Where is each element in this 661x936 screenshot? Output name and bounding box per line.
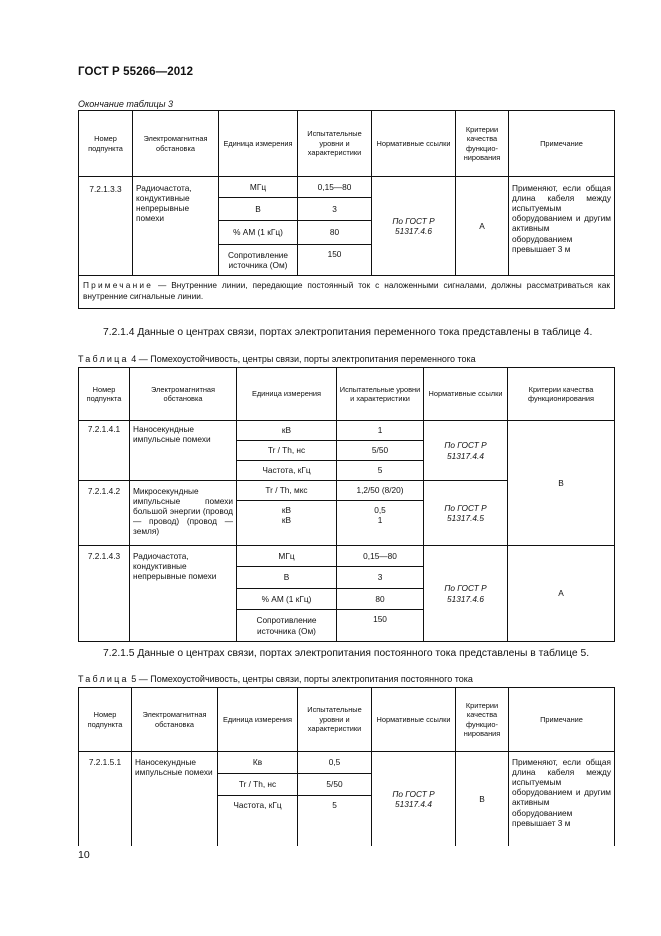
paragraph-7-2-1-5: 7.2.1.5 Данные о центрах связи, портах электропитания постоянного тока представлены в таблице 5.: [103, 648, 590, 659]
table5-value-cell: 5: [298, 796, 372, 846]
table3-header-environment: Электромагнитная обстановка: [133, 111, 219, 177]
table3-header-references: Нормативные ссылки: [372, 111, 456, 177]
page-number: 10: [78, 849, 90, 861]
table4: [78, 367, 615, 642]
table4-number-cell: 7.2.1.4.2: [79, 481, 130, 546]
table5-value-cell: 0,5: [298, 752, 372, 774]
table4-caption-text: 4 — Помехоустойчивость, центры связи, порты электропитания переменного тока: [131, 354, 476, 364]
table4-criterion-cell-b: В: [508, 421, 615, 546]
table4-header-unit: Единица измерения: [237, 368, 337, 421]
table4-unit-cell: Tr / Th, нс: [237, 441, 337, 461]
table4-number-cell: 7.2.1.4.1: [79, 421, 130, 481]
table4-value-cell: 150: [337, 610, 424, 642]
table4-value-cell: 0,5 1: [337, 501, 424, 546]
table3-note-row: [79, 276, 615, 309]
table3-caption: Окончание таблицы 3: [78, 99, 173, 109]
table4-value-cell: 1,2/50 (8/20): [337, 481, 424, 501]
table4-reference-cell: По ГОСТ Р 51317.4.4: [424, 421, 508, 481]
table5-header-environment: Электромагнитная обстановка: [132, 688, 218, 752]
table4-unit-cell: % АМ (1 кГц): [237, 589, 337, 610]
table4-value-cell: 5/50: [337, 441, 424, 461]
table4-value-cell: 5: [337, 461, 424, 481]
table4-unit-cell: В: [237, 567, 337, 589]
table5-value-cell: 5/50: [298, 774, 372, 796]
table4-header-references: Нормативные ссылки: [424, 368, 508, 421]
table4-header-criteria: Критерии качества функционирования: [508, 368, 615, 421]
table3-value-cell: 3: [298, 198, 372, 221]
table3-header-number: Номер подпункта: [79, 111, 133, 177]
table3-note: [79, 276, 615, 309]
table5-header-number: Номер подпункта: [79, 688, 132, 752]
table5-header-remark: Примечание: [509, 688, 615, 752]
table3-unit-cell: В: [219, 198, 298, 221]
table4-environment-cell: Микросекундные импульсные помехи большой энергии (провод — провод) (провод — земля): [130, 481, 237, 546]
table5-header-references: Нормативные ссылки: [372, 688, 456, 752]
table4-criterion-cell-a: А: [508, 546, 615, 642]
table4-unit-cell: Tr / Th, мкс: [237, 481, 337, 501]
table3-note-label: Примечание: [83, 280, 154, 290]
table-row: [79, 177, 615, 198]
table4-header-row: [79, 368, 615, 421]
table5-unit-cell: Кв: [218, 752, 298, 774]
table4-value-cell: 80: [337, 589, 424, 610]
table5-criterion-cell: В: [456, 752, 509, 846]
table3-remark-cell: Применяют, если общая длина кабеля между испытуемым оборудованием и другим активным оборудованием превышает 3 м: [509, 177, 615, 276]
table3-environment-cell: Радиочастота, кондуктивные непрерывные помехи: [133, 177, 219, 276]
table5-header-row: [79, 688, 615, 752]
table4-environment-cell: Наносекундные импульсные помехи: [130, 421, 237, 481]
table-row: [79, 546, 615, 567]
table3-criterion-cell: А: [456, 177, 509, 276]
table3-reference-cell: По ГОСТ Р 51317.4.6: [372, 177, 456, 276]
table5-unit-cell: Частота, кГц: [218, 796, 298, 846]
table4-reference-cell: По ГОСТ Р 51317.4.5: [424, 481, 508, 546]
table4-value-cell: 0,15—80: [337, 546, 424, 567]
table4-reference-cell: По ГОСТ Р 51317.4.6: [424, 546, 508, 642]
table4-unit-cell: кВ: [237, 421, 337, 441]
table3-value-cell: 0,15—80: [298, 177, 372, 198]
table4-header-environment: Электромагнитная обстановка: [130, 368, 237, 421]
table5-caption-text: 5 — Помехоустойчивость, центры связи, порты электропитания постоянного тока: [131, 674, 473, 684]
table4-number-cell: 7.2.1.4.3: [79, 546, 130, 642]
table4-caption: [78, 354, 476, 364]
table3-unit-cell: % АМ (1 кГц): [219, 221, 298, 245]
table3-number-cell: 7.2.1.3.3: [79, 177, 133, 276]
table5-header-criteria: Критерии качества функцио-нирования: [456, 688, 509, 752]
table3-header-criteria: Критерии качества функцио-нирования: [456, 111, 509, 177]
table4-unit-cell: кВ кВ: [237, 501, 337, 546]
table5-number-cell: 7.2.1.5.1: [79, 752, 132, 846]
table-row: [79, 421, 615, 441]
table4-unit-cell: Сопротивление источника (Ом): [237, 610, 337, 642]
table4-value-cell: 1: [337, 421, 424, 441]
table3-unit-cell: МГц: [219, 177, 298, 198]
table4-value-cell: 3: [337, 567, 424, 589]
table5-header-unit: Единица измерения: [218, 688, 298, 752]
table4-header-levels: Испытательные уровни и характеристики: [337, 368, 424, 421]
table5-unit-cell: Tr / Th, нс: [218, 774, 298, 796]
table5-caption: [78, 674, 473, 684]
table3-value-cell: 80: [298, 221, 372, 245]
table-row: [79, 752, 615, 774]
table5: [78, 687, 615, 846]
table5-remark-cell: Применяют, если общая длина кабеля между испытуемым оборудованием и другим активным оборудованием превышает 3 м: [509, 752, 615, 846]
table5-caption-label: Таблица: [78, 674, 129, 684]
table3-header-unit: Единица измерения: [219, 111, 298, 177]
table5-reference-cell: По ГОСТ Р 51317.4.4: [372, 752, 456, 846]
table4-environment-cell: Радиочастота, кондуктивные непрерывные помехи: [130, 546, 237, 642]
document-header-title: ГОСТ Р 55266—2012: [78, 66, 194, 78]
table4-header-number: Номер подпункта: [79, 368, 130, 421]
table3-header-row: [79, 111, 615, 177]
table5-header-levels: Испытательные уровни и характеристики: [298, 688, 372, 752]
table5-environment-cell: Наносекундные импульсные помехи: [132, 752, 218, 846]
table4-caption-label: Таблица: [78, 354, 129, 364]
table3-header-remark: Примечание: [509, 111, 615, 177]
table3-note-text: — Внутренние линии, передающие постоянный ток с наложенными сигналами, должны рассматриваться как внутренние сигнальные линии.: [83, 280, 610, 302]
paragraph-7-2-1-4: 7.2.1.4 Данные о центрах связи, портах электропитания переменного тока представлены в таблице 4.: [103, 327, 593, 338]
table3: [78, 110, 615, 309]
table4-unit-cell: МГц: [237, 546, 337, 567]
table3-value-cell: 150: [298, 245, 372, 276]
table3-unit-cell: Сопротивление источника (Ом): [219, 245, 298, 276]
table3-header-levels: Испытательные уровни и характеристики: [298, 111, 372, 177]
table4-unit-cell: Частота, кГц: [237, 461, 337, 481]
